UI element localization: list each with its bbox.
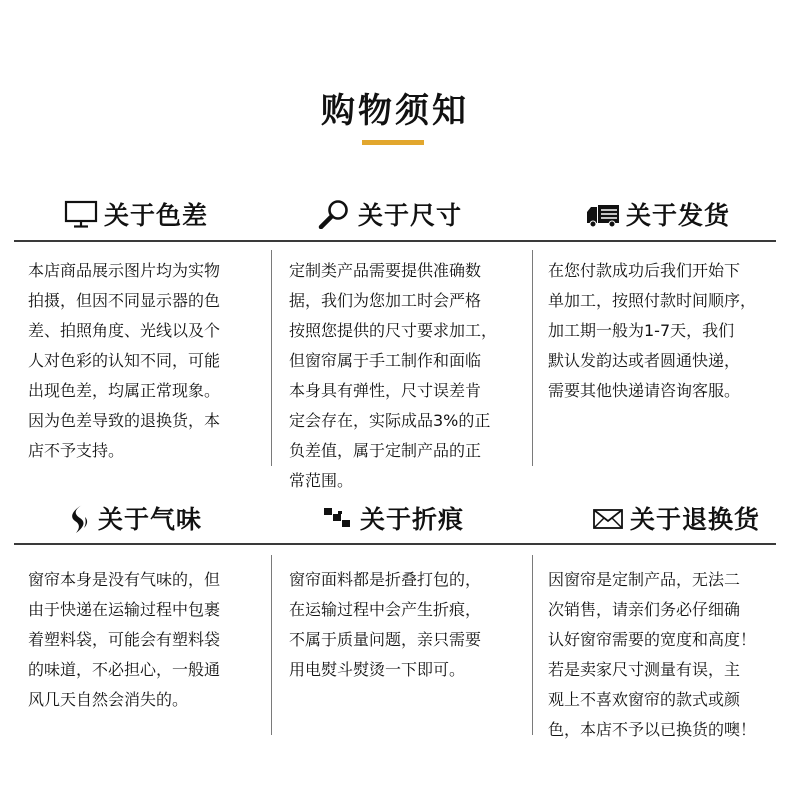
column-divider: [271, 250, 272, 466]
title-underline: [362, 140, 424, 145]
section-body-crease: 窗帘面料都是折叠打包的， 在运输过程中会产生折痕， 不属于质量问题，亲只需要 用电熨斗熨烫一下即可。: [289, 570, 482, 679]
section-title-label: 关于折痕: [360, 505, 465, 534]
section-heading-returns: [592, 500, 760, 536]
magnifier-icon: [318, 199, 352, 229]
column-divider: [532, 250, 533, 466]
section-heading-size: [318, 196, 462, 232]
section-heading-shipping: [586, 196, 730, 232]
section-body-shipping: 在您付款成功后我们开始下 单加工，按照付款时间顺序， 加工期一般为1-7天，我们 默认发韵达或者圆通快递， 需要其他快递请咨询客服。: [548, 261, 757, 400]
smell-wave-icon: [66, 503, 92, 533]
section-rule: [14, 543, 776, 545]
section-title-label: 关于气味: [98, 505, 203, 534]
section-body-size: 定制类产品需要提供准确数 据，我们为您加工时会严格 按照您提供的尺寸要求加工， 但窗帘属于手工制作和面临 本身具有弹性，尺寸误差肯 定会存在，实际成品3%的正 负差值，属于定制产品的正 常范围。: [289, 261, 498, 490]
monitor-icon: [64, 199, 98, 229]
section-body-smell: 窗帘本身是没有气味的，但 由于快递在运输过程中包裹 着塑料袋，可能会有塑料袋 的味道，不必担心，一般通 风几天自然会消失的。: [28, 570, 221, 709]
section-heading-smell: [66, 500, 202, 536]
envelope-icon: [592, 503, 624, 533]
section-heading-color-difference: [64, 196, 208, 232]
section-body-returns: 因窗帘是定制产品，无法二 次销售，请亲们务必仔细确 认好窗帘需要的宽度和高度！ 若是卖家尺寸测量有误，主 观上不喜欢窗帘的款式或颜 色，本店不予以已换货的噢！: [548, 570, 757, 739]
column-divider: [271, 555, 272, 735]
section-title-label: 关于发货: [626, 201, 731, 230]
section-title-label: 关于尺寸: [358, 201, 463, 230]
section-body-color-difference: 本店商品展示图片均为实物 拍摄，但因不同显示器的色 差、拍照角度、光线以及个 人对色彩的认知不同，可能 出现色差，均属正常现象。 因为色差导致的退换货，本 店不予支持。: [28, 261, 221, 460]
page-title: 购物须知: [321, 91, 469, 131]
section-title-label: 关于色差: [104, 201, 209, 230]
section-rule: [14, 240, 776, 242]
section-title-label: 关于退换货: [630, 505, 761, 534]
column-divider: [532, 555, 533, 735]
delivery-truck-icon: [586, 199, 620, 229]
crease-steps-icon: [322, 503, 354, 533]
section-heading-crease: [322, 500, 464, 536]
